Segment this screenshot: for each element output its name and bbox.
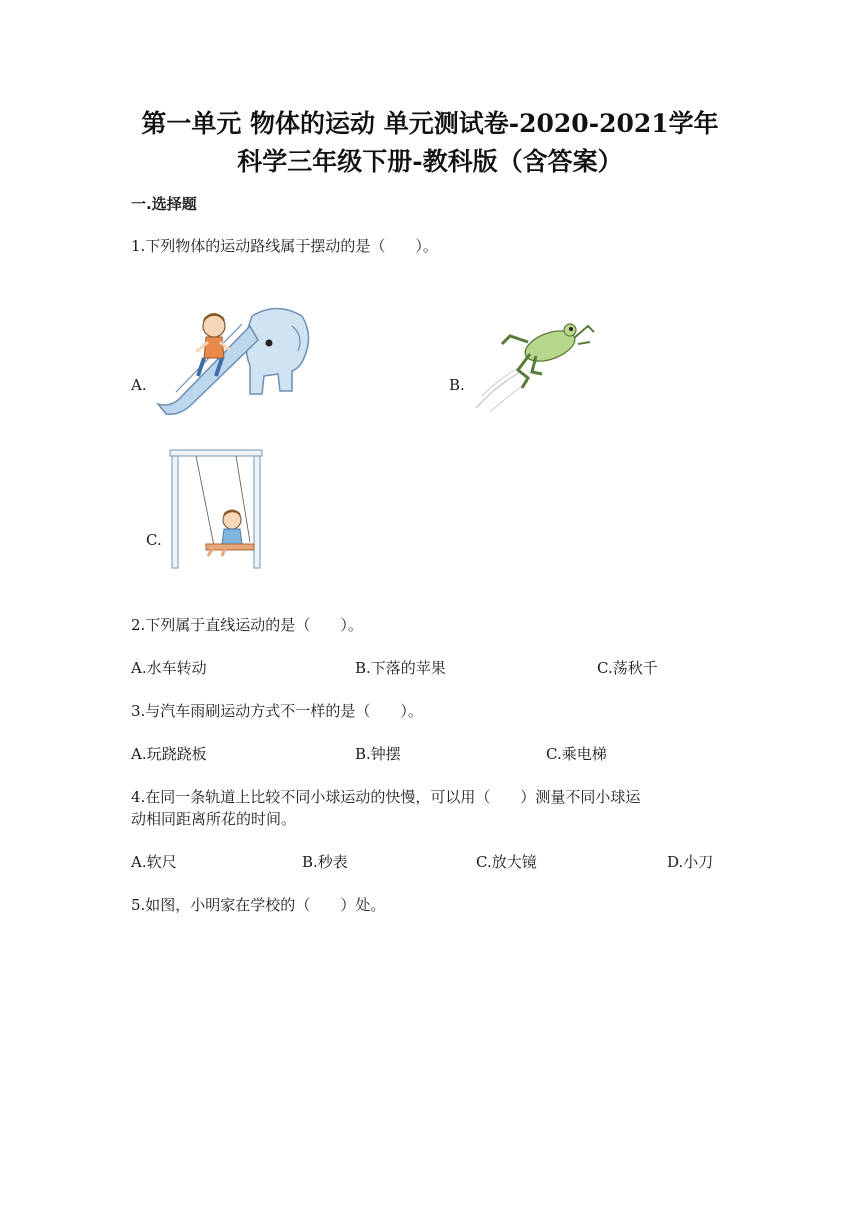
q2-option-b: B.下落的苹果 <box>355 659 446 677</box>
question-5-text: 5.如图，小明家在学校的（ ）处。 <box>131 896 386 914</box>
q2-option-a: A.水车转动 <box>131 659 207 677</box>
question-3-text: 3.与汽车雨刷运动方式不一样的是（ ）。 <box>131 702 423 720</box>
q2-option-c: C.荡秋千 <box>597 659 658 677</box>
question-4-text-line2: 动相同距离所花的时间。 <box>131 810 297 828</box>
q3-option-c: C.乘电梯 <box>546 745 607 763</box>
q4-option-d: D.小刀 <box>667 853 714 871</box>
frog-illustration <box>470 308 598 416</box>
section-heading: 一.选择题 <box>131 195 197 213</box>
question-2-text: 2.下列属于直线运动的是（ ）。 <box>131 616 363 634</box>
swing-illustration <box>166 446 266 570</box>
slide-illustration <box>152 296 317 418</box>
question-1-text: 1.下列物体的运动路线属于摆动的是（ ）。 <box>131 237 438 255</box>
q3-option-b: B.钟摆 <box>355 745 401 763</box>
q4-option-b: B.秒表 <box>302 853 348 871</box>
q1-option-c-label: C. <box>146 531 162 549</box>
q4-option-a: A.软尺 <box>131 853 177 871</box>
page-title-line1: 第一单元 物体的运动 单元测试卷-2020-2021学年 <box>141 109 719 138</box>
q3-option-a: A.玩跷跷板 <box>131 745 207 763</box>
question-4-text-line1: 4.在同一条轨道上比较不同小球运动的快慢，可以用（ ）测量不同小球运 <box>131 788 641 806</box>
q1-option-b-label: B. <box>449 376 465 394</box>
q4-option-c: C.放大镜 <box>476 853 537 871</box>
page-title-line2: 科学三年级下册-教科版（含答案） <box>237 147 623 176</box>
q1-option-a-label: A. <box>131 376 147 394</box>
